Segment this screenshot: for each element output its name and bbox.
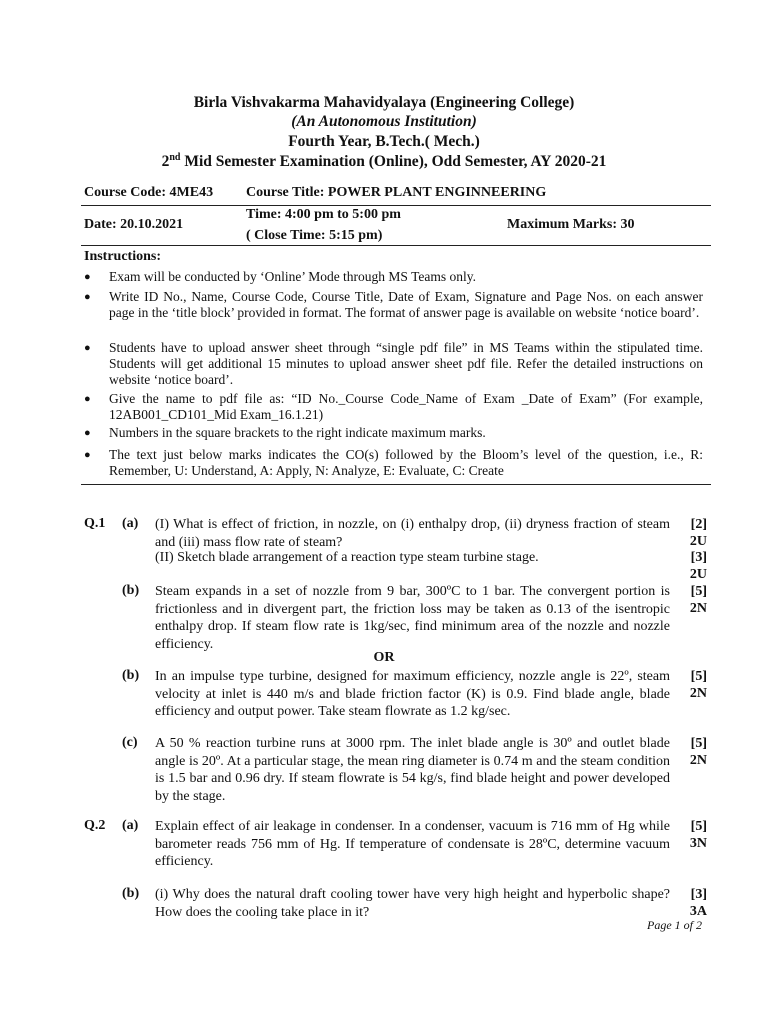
- instruction-item: Write ID No., Name, Course Code, Course Title, Date of Exam, Signature and Page Nos. on each answer page in the ‘title block’ provided in format. The format of answer page is available on website ‘notice board’.: [109, 289, 703, 320]
- marks: [3]: [690, 550, 707, 565]
- question-text: Explain effect of air leakage in condenser. In a condenser, vacuum is 716 mm of Hg while barometer reads 756 mm of Hg. If temperature of condensate is 28ºC, determine vacuum efficiency.: [155, 819, 670, 869]
- question-text: (II) Sketch blade arrangement of a reaction type steam turbine stage.: [155, 550, 539, 565]
- course-code: Course Code: 4ME43: [84, 185, 214, 200]
- sub-question-label: (b): [122, 668, 140, 683]
- marks: [3]: [690, 887, 707, 902]
- course-outcome: 2U: [689, 534, 707, 549]
- or-separator: OR: [373, 650, 395, 665]
- marks: [2]: [690, 517, 707, 532]
- page-number: Page 1 of 2: [647, 918, 702, 932]
- exam-time: Time: 4:00 pm to 5:00 pm: [246, 207, 401, 222]
- exam-date: Date: 20.10.2021: [84, 217, 184, 232]
- instruction-item: Give the name to pdf file as: “ID No._Course Code_Name of Exam _Date of Exam” (For example, 12AB001_CD101_Mid Exam_16.1.21): [109, 391, 703, 422]
- bullet-icon: ●: [84, 342, 91, 354]
- course-outcome: 2N: [689, 753, 707, 768]
- course-outcome: 3A: [689, 904, 707, 919]
- divider-line: [81, 484, 711, 485]
- instruction-item: The text just below marks indicates the CO(s) followed by the Bloom’s level of the question, i.e., R: Remember, U: Understand, A: Apply, N: Analyze, E: Evaluate, C: Create: [109, 447, 703, 478]
- sub-question-label: (c): [122, 735, 138, 750]
- program-year: Fourth Year, B.Tech.( Mech.): [288, 133, 480, 150]
- sub-question-label: (a): [122, 516, 139, 531]
- bullet-icon: ●: [84, 449, 91, 461]
- instruction-item: Numbers in the square brackets to the right indicate maximum marks.: [109, 425, 486, 440]
- bullet-icon: ●: [84, 291, 91, 303]
- question-number: Q.1: [84, 516, 106, 531]
- institution-status: (An Autonomous Institution): [291, 113, 477, 130]
- bullet-icon: ●: [84, 393, 91, 405]
- divider-line: [81, 245, 711, 246]
- marks: [5]: [690, 669, 707, 684]
- question-text: In an impulse type turbine, designed for maximum efficiency, nozzle angle is 22º, steam velocity at inlet is 440 m/s and blade friction factor (K) is 0.9. Find blade angle, blade efficiency and output power. Take steam flowrate as 1.2 kg/sec.: [155, 669, 670, 719]
- course-outcome: 2U: [689, 567, 707, 582]
- marks: [5]: [690, 584, 707, 599]
- college-name: Birla Vishvakarma Mahavidyalaya (Engineering College): [193, 94, 575, 111]
- course-outcome: 2N: [689, 601, 707, 616]
- sub-question-label: (b): [122, 886, 140, 901]
- maximum-marks: Maximum Marks: 30: [507, 217, 635, 232]
- bullet-icon: ●: [84, 427, 91, 439]
- question-text: Steam expands in a set of nozzle from 9 bar, 300ºC to 1 bar. The convergent portion is frictionless and in divergent part, the friction loss may be taken as 0.13 of the isentropic enthalpy drop. If steam flow rate is 1kg/sec, find minimum area of the nozzle and nozzle efficiency.: [155, 584, 670, 652]
- question-text: (I) What is effect of friction, in nozzle, on (i) enthalpy drop, (ii) dryness fraction of steam and (iii) mass flow rate of steam?: [155, 517, 670, 550]
- exam-title: 2nd Mid Semester Examination (Online), Odd Semester, AY 2020-21: [161, 151, 607, 170]
- question-text: A 50 % reaction turbine runs at 3000 rpm. The inlet blade angle is 30º and outlet blade angle is 20º. At a particular stage, the mean ring diameter is 0.74 m and the steam condition is 1.5 bar and 0.96 dry. If steam flowrate is 54 kg/s, find blade height and power developed by the stage.: [155, 736, 670, 804]
- close-time: ( Close Time: 5:15 pm): [246, 228, 383, 243]
- sub-question-label: (b): [122, 583, 140, 598]
- course-outcome: 3N: [689, 836, 707, 851]
- marks: [5]: [690, 736, 707, 751]
- question-number: Q.2: [84, 818, 106, 833]
- course-outcome: 2N: [689, 686, 707, 701]
- divider-line: [81, 205, 711, 206]
- instruction-item: Exam will be conducted by ‘Online’ Mode through MS Teams only.: [109, 269, 476, 284]
- marks: [5]: [690, 819, 707, 834]
- instruction-item: Students have to upload answer sheet through “single pdf file” in MS Teams within the stipulated time. Students will get additional 15 minutes to upload answer sheet pdf file. Refer the detailed instructions on website ‘notice board’.: [109, 340, 703, 387]
- bullet-icon: ●: [84, 271, 91, 283]
- sub-question-label: (a): [122, 818, 139, 833]
- question-text: (i) Why does the natural draft cooling tower have very high height and hyperbolic shape? How does the cooling take place in it?: [155, 887, 670, 920]
- course-title: Course Title: POWER PLANT ENGINNEERING: [246, 185, 547, 200]
- instructions-heading: Instructions:: [84, 249, 162, 264]
